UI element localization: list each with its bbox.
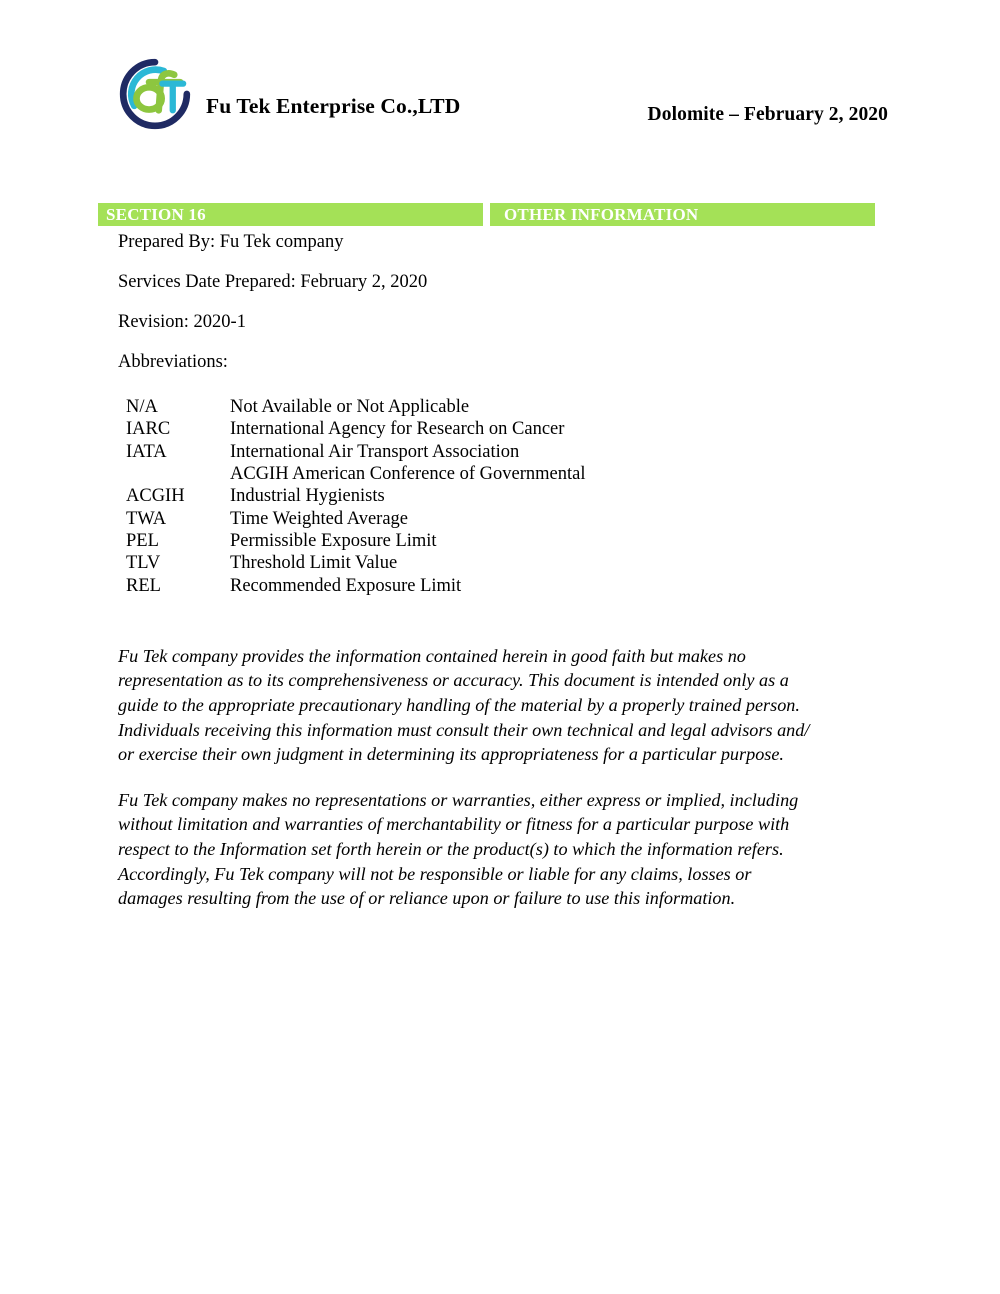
abbreviation-definition: Permissible Exposure Limit	[230, 530, 437, 551]
document-header	[0, 46, 1000, 142]
abbreviations-table	[126, 396, 585, 597]
disclaimer-line: respect to the Information set forth herein or the product(s) to which the information refers.	[118, 839, 784, 860]
table-row	[126, 575, 585, 597]
abbreviation-definition: Not Available or Not Applicable	[230, 397, 470, 418]
section-title-label: OTHER INFORMATION	[504, 205, 699, 224]
disclaimer-line: Fu Tek company provides the information contained herein in good faith but makes no	[118, 645, 746, 666]
abbreviation-term: TLV	[126, 553, 161, 574]
disclaimer-line: or exercise their own judgment in determining its appropriateness for a particular purpose.	[118, 744, 784, 765]
table-row	[126, 441, 585, 463]
prepared-by-line: Prepared By: Fu Tek company	[118, 232, 344, 252]
abbreviation-term: IATA	[126, 441, 167, 462]
brand-block	[118, 46, 460, 142]
abbreviations-heading: Abbreviations:	[118, 351, 228, 372]
section-number-label: SECTION 16	[106, 205, 206, 224]
abbreviation-definition: International Agency for Research on Cancer	[230, 419, 565, 440]
disclaimer-paragraph-one	[118, 644, 886, 767]
disclaimer-line: Fu Tek company makes no representations or warranties, either express or implied, including	[118, 789, 799, 810]
abbreviation-definition: Time Weighted Average	[230, 508, 408, 529]
table-row	[126, 485, 585, 507]
disclaimer-line: Accordingly, Fu Tek company will not be responsible or liable for any claims, losses or	[118, 863, 752, 884]
disclaimer-line: guide to the appropriate precautionary handling of the material by a properly trained person.	[118, 695, 800, 716]
disclaimer-line: damages resulting from the use of or reliance upon or failure to use this information.	[118, 888, 736, 909]
abbreviation-definition: International Air Transport Association	[230, 441, 520, 462]
banner-divider	[483, 203, 490, 226]
revision-line: Revision: 2020-1	[118, 311, 246, 332]
abbreviation-term: TWA	[126, 508, 167, 529]
abbreviation-term: REL	[126, 575, 161, 596]
abbreviation-term	[126, 463, 230, 485]
document-body	[118, 233, 886, 911]
table-row	[126, 418, 585, 440]
table-row	[126, 552, 585, 574]
abbreviation-term: N/A	[126, 397, 158, 418]
section-banner	[98, 203, 875, 226]
disclaimer-line: Individuals receiving this information must consult their own technical and legal advisors and/	[118, 719, 810, 740]
abbreviation-definition: Recommended Exposure Limit	[230, 575, 462, 596]
abbreviation-term: PEL	[126, 530, 159, 551]
abbreviation-term: ACGIH	[126, 486, 185, 507]
section-title-cell	[490, 203, 875, 226]
company-name: Fu Tek Enterprise Co.,LTD	[206, 94, 461, 119]
abbreviations-table-body	[126, 396, 585, 597]
table-row	[126, 530, 585, 552]
futek-circle-logo-icon	[118, 57, 192, 131]
section-number-cell	[98, 203, 483, 226]
document-subject: Dolomite – February 2, 2020	[647, 104, 888, 125]
services-date-prepared-line: Services Date Prepared: February 2, 2020	[118, 271, 428, 292]
abbreviation-definition: ACGIH American Conference of Governmental	[230, 464, 586, 485]
disclaimer-paragraph-two	[118, 788, 886, 911]
abbreviation-definition: Industrial Hygienists	[230, 486, 385, 507]
disclaimer-line: without limitation and warranties of merchantability or fitness for a particular purpose with	[118, 814, 790, 835]
table-row	[126, 508, 585, 530]
abbreviation-definition: Threshold Limit Value	[230, 553, 398, 574]
table-row	[126, 463, 585, 485]
disclaimer-line: representation as to its comprehensiveness or accuracy. This document is intended only as a	[118, 670, 789, 691]
table-row	[126, 396, 585, 418]
abbreviation-term: IARC	[126, 419, 171, 440]
